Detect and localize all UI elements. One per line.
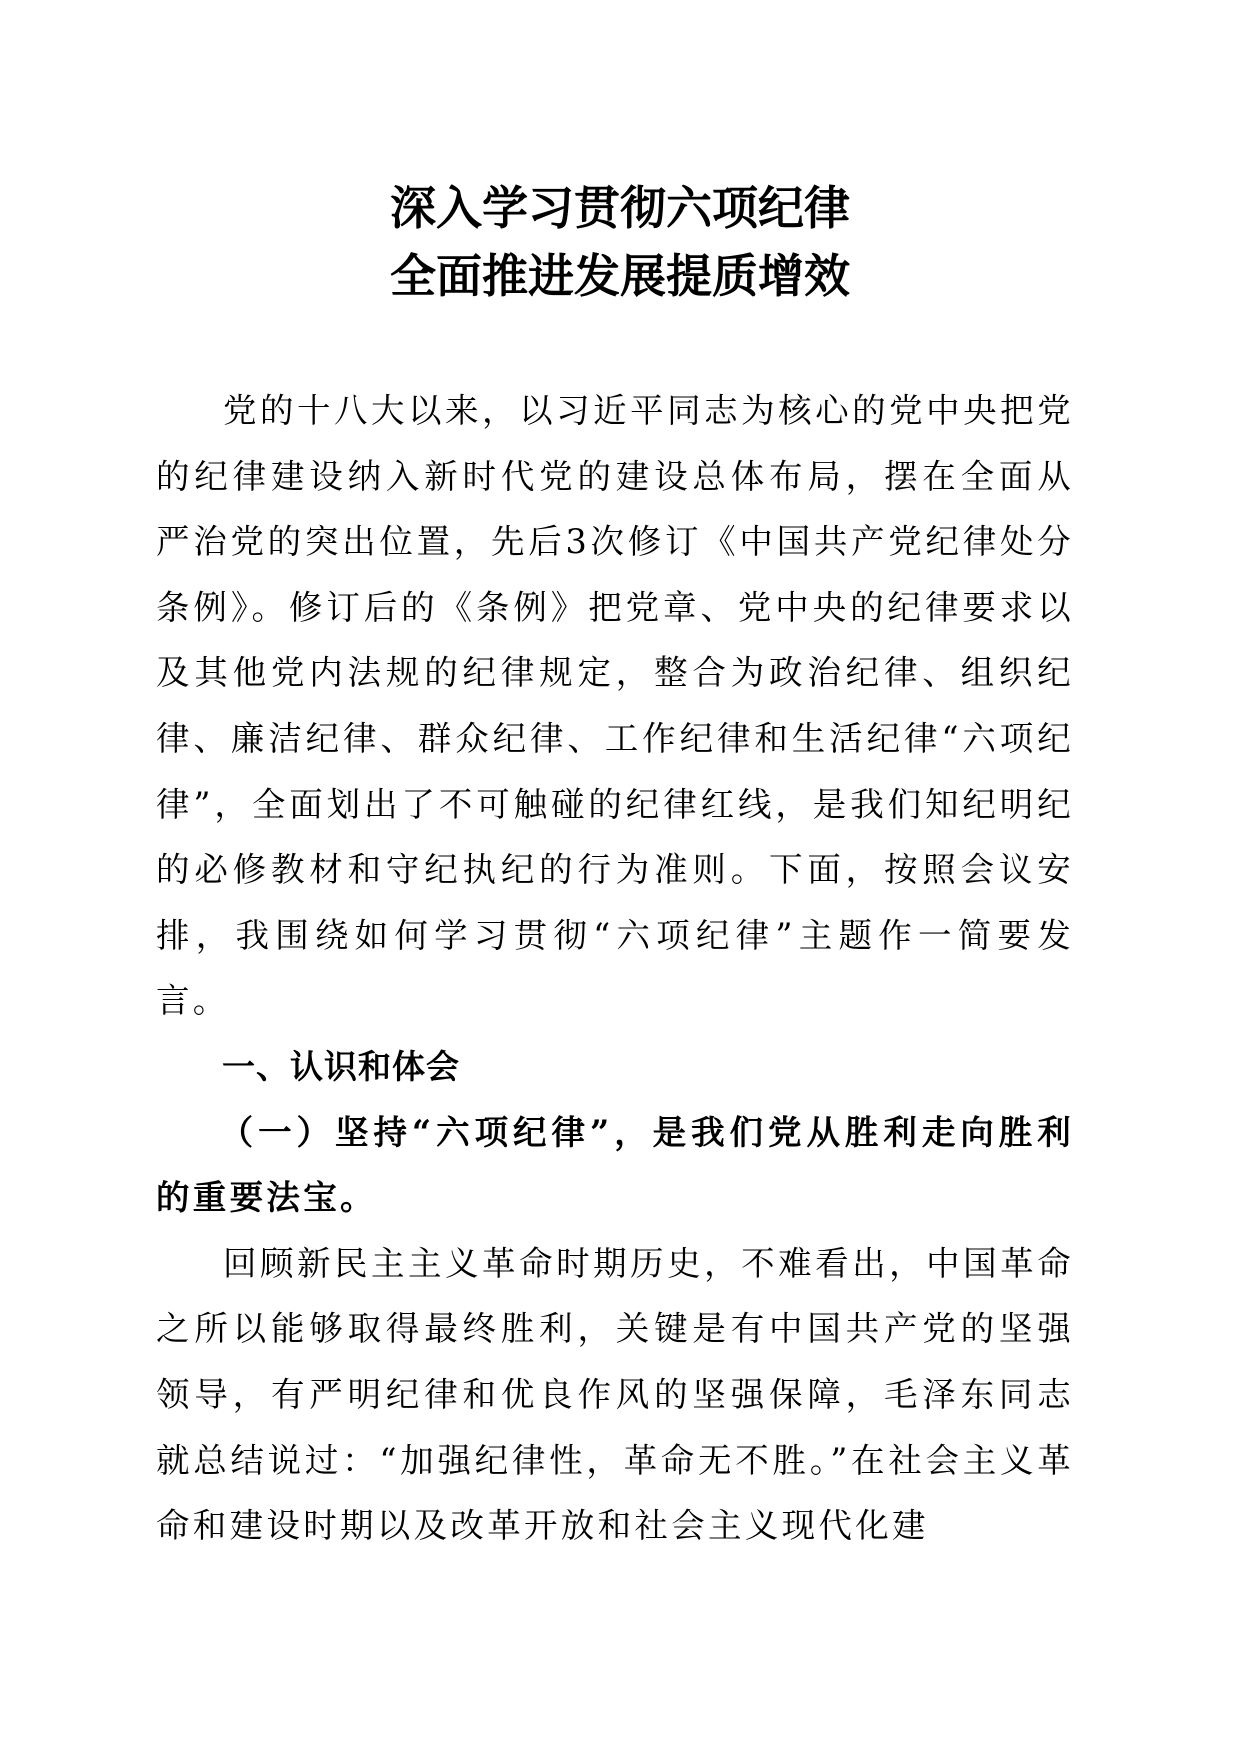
paragraph-intro: 党的十八大以来，以习近平同志为核心的党中央把党的纪律建设纳入新时代党的建设总体布局，摆在全面从严治党的突出位置，先后3次修订《中国共产党纪律处分条例》。修订后的《条例》把党章、党中央的纪律要求以及其他党内法规的纪律规定，整合为政治纪律、组织纪律、廉洁纪律、群众纪律、工作纪律和生活纪律“六项纪律”，全面划出了不可触碰的纪律红线，是我们知纪明纪的必修教材和守纪执纪的行为准则。下面，按照会议安排，我围绕如何学习贯彻“六项纪律”主题作一简要发言。: [156, 391, 1074, 1021]
document-body: [156, 378, 1074, 1559]
document-title-line-1: 深入学习贯彻六项纪律: [390, 181, 850, 235]
document-title-line-2: 全面推进发展提质增效: [390, 249, 850, 303]
section-heading: 一、认识和体会: [222, 1046, 460, 1086]
paragraph-history: 回顾新民主主义革命时期历史，不难看出，中国革命之所以能够取得最终胜利，关键是有中国共产党的坚强领导，有严明纪律和优良作风的坚强保障，毛泽东同志就总结说过：“加强纪律性，革命无不胜。”在社会主义革命和建设时期以及改革开放和社会主义现代化建: [156, 1243, 1074, 1546]
subsection-heading: （一）坚持“六项纪律”，是我们党从胜利走向胜利的重要法宝。: [156, 1112, 1074, 1218]
